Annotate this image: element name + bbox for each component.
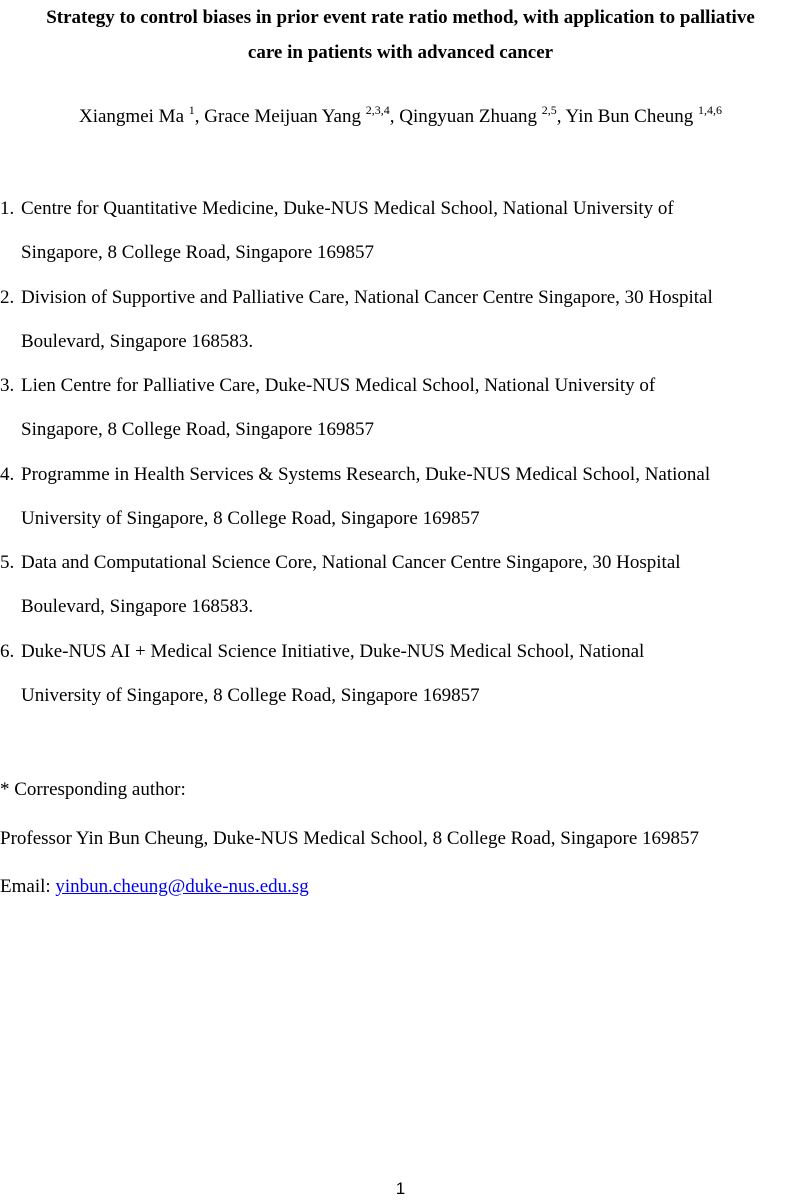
affiliation-line: Programme in Health Services & Systems Research, Duke-NUS Medical School, National	[21, 464, 711, 485]
affiliation-number: 5.	[0, 552, 15, 573]
affiliation-number: 6.	[0, 641, 15, 662]
affiliation-number: 4.	[0, 464, 15, 485]
affiliation-line: Lien Centre for Palliative Care, Duke-NUS Medical School, National University of	[21, 375, 656, 396]
author-name: Yin Bun Cheung	[565, 106, 698, 127]
email-line	[0, 872, 309, 902]
affiliation-number: 3.	[0, 375, 15, 396]
page-number: 1	[395, 1179, 406, 1198]
corresponding-heading: * Corresponding author:	[0, 779, 186, 800]
author-name: Xiangmei Ma	[79, 106, 189, 127]
affiliation-line: Duke-NUS AI + Medical Science Initiative, Duke-NUS Medical School, National	[21, 641, 645, 662]
author-name: Grace Meijuan Yang	[204, 106, 366, 127]
affiliation-line: Singapore, 8 College Road, Singapore 169857	[21, 242, 375, 263]
author-list	[0, 102, 801, 133]
author-affiliation-marker: 2,5	[541, 103, 557, 117]
corresponding-details: Professor Yin Bun Cheung, Duke-NUS Medical School, 8 College Road, Singapore 169857	[0, 828, 700, 849]
email-link[interactable]: yinbun.cheung@duke-nus.edu.sg	[55, 876, 309, 897]
affiliation-line: Boulevard, Singapore 168583.	[21, 596, 254, 617]
affiliation-line: Division of Supportive and Palliative Care, National Cancer Centre Singapore, 30 Hospital	[21, 287, 713, 308]
affiliation-number: 2.	[0, 287, 15, 308]
author-name: Qingyuan Zhuang	[399, 106, 542, 127]
title-line-1: Strategy to control biases in prior event rate ratio method, with application to palliative	[46, 7, 755, 28]
author-separator: ,	[194, 106, 205, 127]
author-separator: ,	[389, 106, 400, 127]
affiliation-line: Singapore, 8 College Road, Singapore 169857	[21, 419, 375, 440]
affiliation-line: University of Singapore, 8 College Road, Singapore 169857	[21, 508, 480, 529]
affiliation-line: University of Singapore, 8 College Road, Singapore 169857	[21, 685, 480, 706]
author-affiliation-marker: 2,3,4	[365, 103, 390, 117]
affiliation-line: Data and Computational Science Core, National Cancer Centre Singapore, 30 Hospital	[21, 552, 681, 573]
affiliation-line: Centre for Quantitative Medicine, Duke-NUS Medical School, National University of	[21, 198, 674, 219]
email-label: Email:	[0, 876, 56, 897]
author-separator: ,	[556, 106, 566, 127]
author-affiliation-marker: 1,4,6	[698, 103, 722, 117]
affiliation-line: Boulevard, Singapore 168583.	[21, 331, 254, 352]
author-affiliation-marker: 1	[188, 103, 195, 117]
affiliation-number: 1.	[0, 198, 15, 219]
title-line-2: care in patients with advanced cancer	[247, 42, 554, 63]
